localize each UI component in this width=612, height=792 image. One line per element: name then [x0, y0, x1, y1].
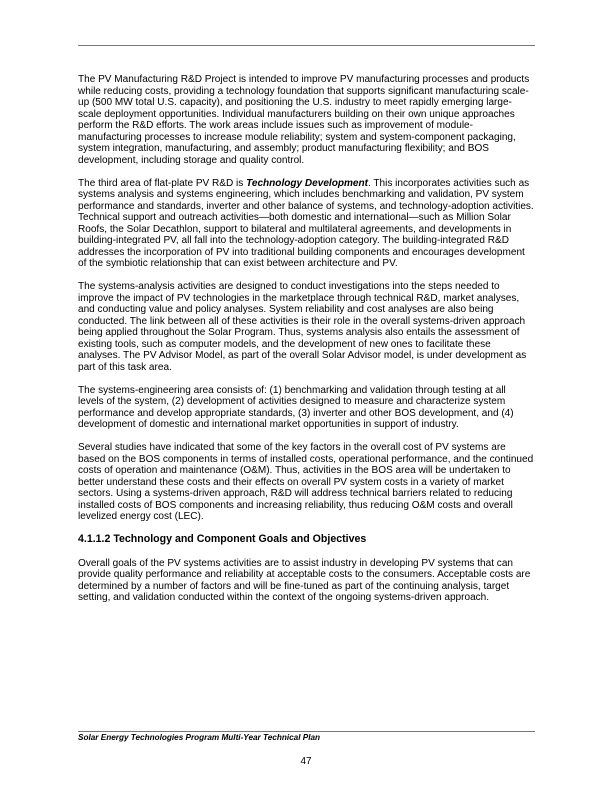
section-heading: 4.1.1.2 Technology and Component Goals and Objectives — [78, 533, 367, 545]
paragraph-line: conducted. The link between all of these activities is their role in the overall systems-driven approach — [78, 315, 526, 327]
paragraph-line: development of domestic and international market opportunities in support of industry. — [78, 419, 459, 430]
text-run: The third area of flat-plate PV R&D is — [78, 177, 247, 189]
paragraphs — [78, 74, 548, 523]
paragraph-line: Technical support and outreach activities—both domestic and international—such as Million Solar — [78, 212, 511, 223]
paragraph — [78, 74, 548, 166]
paragraph-line: provide quality performance and reliability at acceptable costs to the consumers. Acceptable costs are — [78, 569, 531, 580]
page-number: 47 — [300, 756, 312, 767]
paragraph-line: based on the BOS components in terms of installed costs, operational performance, and the continued — [78, 453, 534, 465]
paragraph-line: sectors. Using a systems-driven approach, R&D will address technical barriers related to reducing — [78, 488, 513, 499]
paragraph-line: systems analysis and systems engineering, which includes benchmarking and validation, PV system — [78, 189, 524, 200]
paragraph-line: and conducting value and policy analyses. System reliability and cost analyses are also being — [78, 304, 494, 315]
paragraph-line: performance and develop appropriate standards, (3) inverter and other BOS development, and (4) — [78, 407, 514, 419]
paragraph-line: manufacturing processes to increase module reliability; system and system-component packaging, — [78, 131, 516, 143]
paragraph-line: levels of the system, (2) development of activities designed to measure and characterize system — [78, 396, 506, 407]
paragraph-line: part of this task area. — [78, 361, 172, 373]
paragraph-line: development, including storage and quality control. — [78, 154, 305, 166]
document-body — [78, 74, 548, 615]
paragraph-line: The systems-engineering area consists of: (1) benchmarking and validation through testing at all — [78, 384, 506, 396]
paragraph — [78, 442, 548, 523]
paragraph-line — [78, 178, 548, 190]
paragraph-line: setting, and validation conducted within the context of the ongoing systems-driven approach. — [78, 592, 490, 603]
paragraph-line: costs of operation and maintenance (O&M). Thus, activities in the BOS area will be undertaken to — [78, 465, 511, 476]
paragraph — [78, 281, 548, 373]
paragraph-line: Overall goals of the PV systems activities are to assist industry in developing PV systems that can — [78, 557, 513, 569]
emphasis-term: Technology Development — [246, 177, 368, 189]
paragraph-line: determined by a number of factors and will be fine-tuned as part of the continuing analysis, target — [78, 580, 510, 592]
paragraph-line: performance and standards, inverter and other balance of systems, and technology-adoption activities. — [78, 200, 534, 212]
paragraph-line: of the symbiotic relationship that can exist between architecture and PV. — [78, 258, 398, 269]
paragraph-line: analyses. The PV Advisor Model, as part of the overall Solar Advisor model, is under development as — [78, 350, 527, 361]
text-run: . This incorporates activities such as — [367, 177, 530, 189]
paragraph-line: existing tools, such as computer models, and the development of new ones to facilitate these — [78, 338, 491, 350]
paragraph-line: The PV Manufacturing R&D Project is intended to improve PV manufacturing processes and products — [78, 74, 530, 85]
paragraph-line: while reducing costs, providing a technology foundation that supports significant manufacturing scale- — [78, 85, 529, 97]
footer-title: Solar Energy Technologies Program Multi-Year Technical Plan — [78, 733, 321, 742]
paragraph-line: perform the R&D efforts. The work areas include issues such as improvement of module- — [78, 120, 473, 131]
paragraph-line: improve the impact of PV technologies in the marketplace through technical R&D, market analyses, — [78, 292, 520, 304]
paragraph-line: up (500 MW total U.S. capacity), and positioning the U.S. industry to meet rapidly emerging large- — [78, 97, 512, 108]
footer-divider — [78, 731, 535, 732]
paragraph-line: Roofs, the Solar Decathlon, support to bilateral and multilateral agreements, and developments in — [78, 223, 512, 235]
header-divider — [78, 45, 535, 46]
paragraph-line: addresses the incorporation of PV into traditional building components and encourages development — [78, 246, 525, 258]
paragraph-line: system integration, manufacturing, and assembly; product manufacturing flexibility; and BOS — [78, 143, 490, 154]
paragraph-line: scale deployment opportunities. Individual manufacturers building on their own unique approaches — [78, 108, 515, 120]
paragraph-line: Several studies have indicated that some of the key factors in the overall cost of PV systems are — [78, 442, 506, 453]
paragraph-line: installed costs of BOS components and increasing reliability, thus reducing O&M costs and overall — [78, 499, 513, 511]
paragraph-goals — [78, 558, 548, 604]
paragraph — [78, 178, 548, 270]
paragraph-line: being applied throughout the Solar Program. Thus, systems analysis also entails the assessment of — [78, 327, 520, 338]
paragraph-line: better understand these costs and their effects on overall PV system costs in a variety of market — [78, 476, 504, 488]
paragraph — [78, 385, 548, 431]
paragraph-line: building-integrated PV, all fall into the technology-adoption category. The building-integrated R&D — [78, 235, 509, 246]
paragraph-line: The systems-analysis activities are designed to conduct investigations into the steps needed to — [78, 281, 500, 292]
paragraph-line: levelized energy cost (LEC). — [78, 511, 204, 522]
